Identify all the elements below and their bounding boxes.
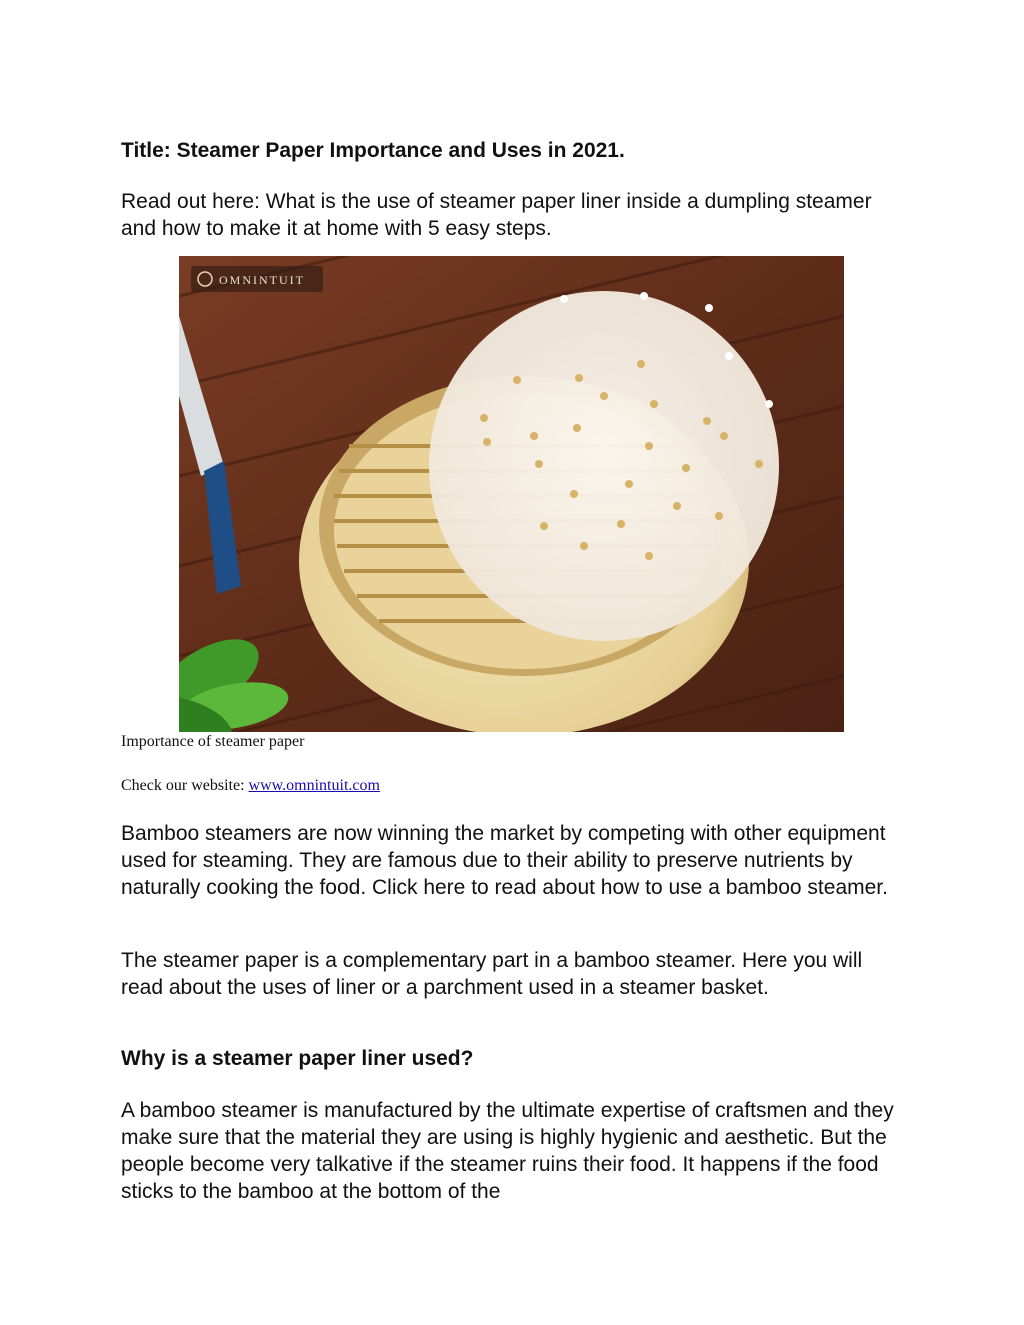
paragraph-craftsmen: A bamboo steamer is manufactured by the ultimate expertise of craftsmen and they make sure that the material they are using is highly hygienic and aesthetic. But the people become very talkative if the steamer ruins their food. It happens if the food sticks to the bamboo at the bottom of the — [121, 1099, 894, 1203]
omnintuit-logo — [191, 266, 323, 292]
website-prefix: Check our website: — [121, 777, 249, 794]
intro-paragraph: Read out here: What is the use of steamer paper liner inside a dumpling steamer and how to make it at home with 5 easy steps. — [121, 190, 872, 240]
paragraph-steamer-paper: The steamer paper is a complementary part in a bamboo steamer. Here you will read about the uses of liner or a parchment used in a steamer basket. — [121, 949, 863, 999]
document-title: Title: Steamer Paper Importance and Uses in 2021. — [121, 139, 625, 162]
image-caption: Importance of steamer paper — [121, 733, 305, 750]
website-link[interactable]: www.omnintuit.com — [248, 777, 380, 794]
svg-text:OMNINTUIT: OMNINTUIT — [219, 273, 305, 287]
steamer-paper-image — [179, 256, 844, 732]
website-line — [121, 777, 380, 795]
section-heading: Why is a steamer paper liner used? — [121, 1047, 474, 1070]
paragraph-bamboo-steamers: Bamboo steamers are now winning the market by competing with other equipment used for steaming. They are famous due to their ability to preserve nutrients by naturally cooking the food. Click here to read about how to use a bamboo steamer. — [121, 822, 888, 899]
steamer-paper-liner-icon — [429, 291, 779, 641]
